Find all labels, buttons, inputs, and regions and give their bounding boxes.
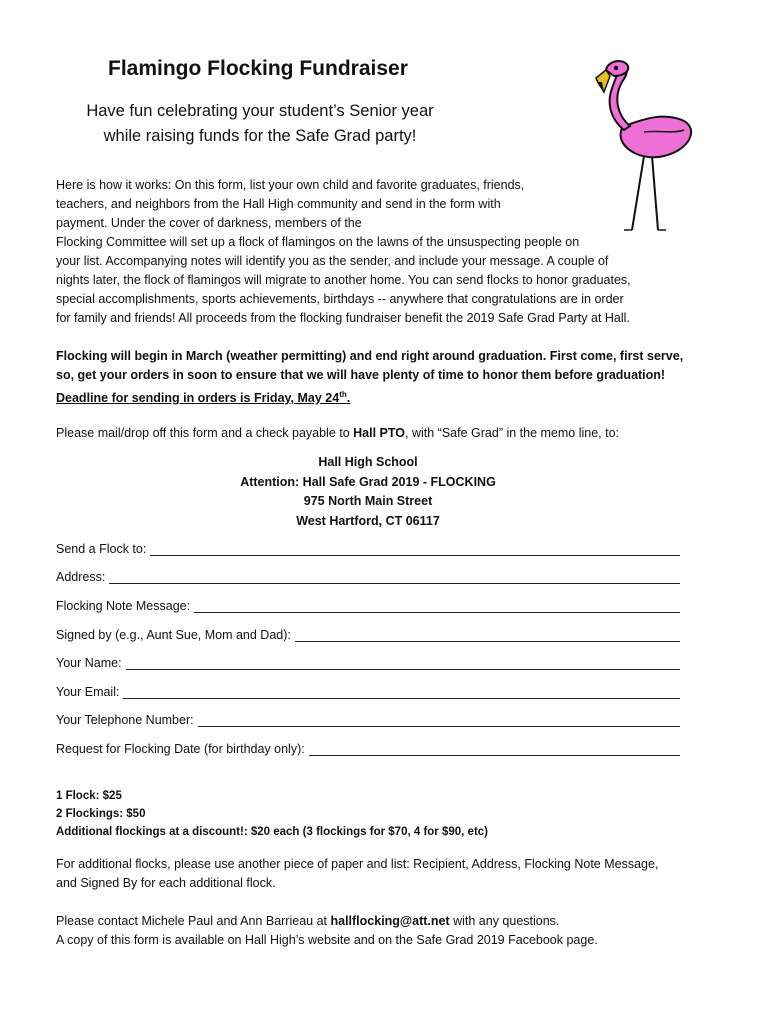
signed-by-line[interactable] xyxy=(295,627,680,642)
name-line[interactable] xyxy=(126,655,680,670)
address-line[interactable] xyxy=(109,569,680,584)
more-line-1: For additional flocks, please use another piece of paper and list: Recipient, Address, Flocking Note Message, xyxy=(56,857,659,871)
date-label: Request for Flocking Date (for birthday only): xyxy=(56,742,305,756)
date-line[interactable] xyxy=(309,741,680,756)
intro-line-7: special accomplishments, sports achievements, birthdays -- anywhere that congratulations are in order xyxy=(56,292,624,306)
phone-label: Your Telephone Number: xyxy=(56,713,194,727)
email-label: Your Email: xyxy=(56,685,120,699)
phone-field[interactable] xyxy=(56,712,680,727)
mail-post: , with “Safe Grad” in the memo line, to: xyxy=(405,426,620,440)
payee: Hall PTO xyxy=(353,426,406,440)
address-line-2: Attention: Hall Safe Grad 2019 - FLOCKING xyxy=(240,474,496,489)
contact-email-link[interactable]: hallflocking@att.net xyxy=(330,914,450,928)
additional-flocks-paragraph xyxy=(56,855,736,893)
page-subtitle xyxy=(70,99,450,149)
intro-line-6: nights later, the flock of flamingos will migrate to another home. You can send flocks to honor graduates, xyxy=(56,273,631,287)
address-field[interactable] xyxy=(56,569,680,584)
intro-line-4: Flocking Committee will set up a flock of flamingos on the lawns of the unsuspecting people on xyxy=(56,235,580,249)
note-line[interactable] xyxy=(194,598,680,613)
contact-post: with any questions. xyxy=(449,914,560,928)
address-line-3: 975 North Main Street xyxy=(303,494,433,508)
note-field[interactable] xyxy=(56,598,680,613)
phone-line[interactable] xyxy=(198,712,680,727)
contact-pre: Please contact Michele Paul and Ann Barrieau at xyxy=(56,914,331,928)
mail-instructions xyxy=(56,424,736,443)
subtitle-line-1: Have fun celebrating your student’s Senior year xyxy=(86,102,434,120)
email-field[interactable] xyxy=(56,684,680,699)
price-two: 2 Flockings: $50 xyxy=(56,808,146,820)
contact-line-1 xyxy=(56,912,736,931)
notice-line-1: Flocking will begin in March (weather permitting) and end right around graduation. First come, first serve, xyxy=(56,349,684,363)
intro-line-2: teachers, and neighbors from the Hall High community and send in the form with xyxy=(56,197,501,211)
intro-line-5: your list. Accompanying notes will identify you as the sender, and include your message. A couple of xyxy=(56,254,609,268)
page-title: Flamingo Flocking Fundraiser xyxy=(108,57,408,80)
notice-line-2: so, get your orders in soon to ensure that we will have plenty of time to honor them before graduation! xyxy=(56,368,666,382)
deadline-end: . xyxy=(346,391,351,406)
email-line[interactable] xyxy=(123,684,680,699)
address-line-4: West Hartford, CT 06117 xyxy=(296,513,440,528)
send-to-label: Send a Flock to: xyxy=(56,542,147,556)
price-additional: Additional flockings at a discount!: $20 each (3 flockings for $70, 4 for $90, etc) xyxy=(56,826,488,838)
send-to-line[interactable] xyxy=(150,541,680,556)
intro-line-3: payment. Under the cover of darkness, members of the xyxy=(56,216,362,230)
deadline-line xyxy=(56,385,736,408)
deadline-superscript: th xyxy=(339,390,347,399)
notice-paragraph xyxy=(56,347,736,408)
address-label: Address: xyxy=(56,570,106,584)
send-to-field[interactable] xyxy=(56,541,680,556)
mail-pre: Please mail/drop off this form and a check payable to xyxy=(56,426,354,440)
price-one: 1 Flock: $25 xyxy=(56,790,122,802)
name-field[interactable] xyxy=(56,655,680,670)
intro-paragraph xyxy=(56,176,716,328)
intro-line-1: Here is how it works: On this form, list your own child and favorite graduates, friends, xyxy=(56,178,525,192)
signed-by-label: Signed by (e.g., Aunt Sue, Mom and Dad): xyxy=(56,628,291,642)
subtitle-line-2: while raising funds for the Safe Grad party! xyxy=(103,127,417,145)
deadline-text: Deadline for sending in orders is Friday, May 24 xyxy=(56,391,340,406)
mailing-address xyxy=(0,453,736,531)
name-label: Your Name: xyxy=(56,656,122,670)
address-line-1: Hall High School xyxy=(318,455,418,469)
signed-by-field[interactable] xyxy=(56,627,680,642)
note-label: Flocking Note Message: xyxy=(56,599,191,613)
date-field[interactable] xyxy=(56,741,680,756)
contact-line-2: A copy of this form is available on Hall High’s website and on the Safe Grad 2019 Facebook page. xyxy=(56,933,598,947)
price-list xyxy=(56,787,488,841)
more-line-2: and Signed By for each additional flock. xyxy=(56,876,276,890)
contact-paragraph xyxy=(56,912,736,950)
intro-line-8: for family and friends! All proceeds from the flocking fundraiser benefit the 2019 Safe Grad Party at Hall. xyxy=(56,311,630,325)
